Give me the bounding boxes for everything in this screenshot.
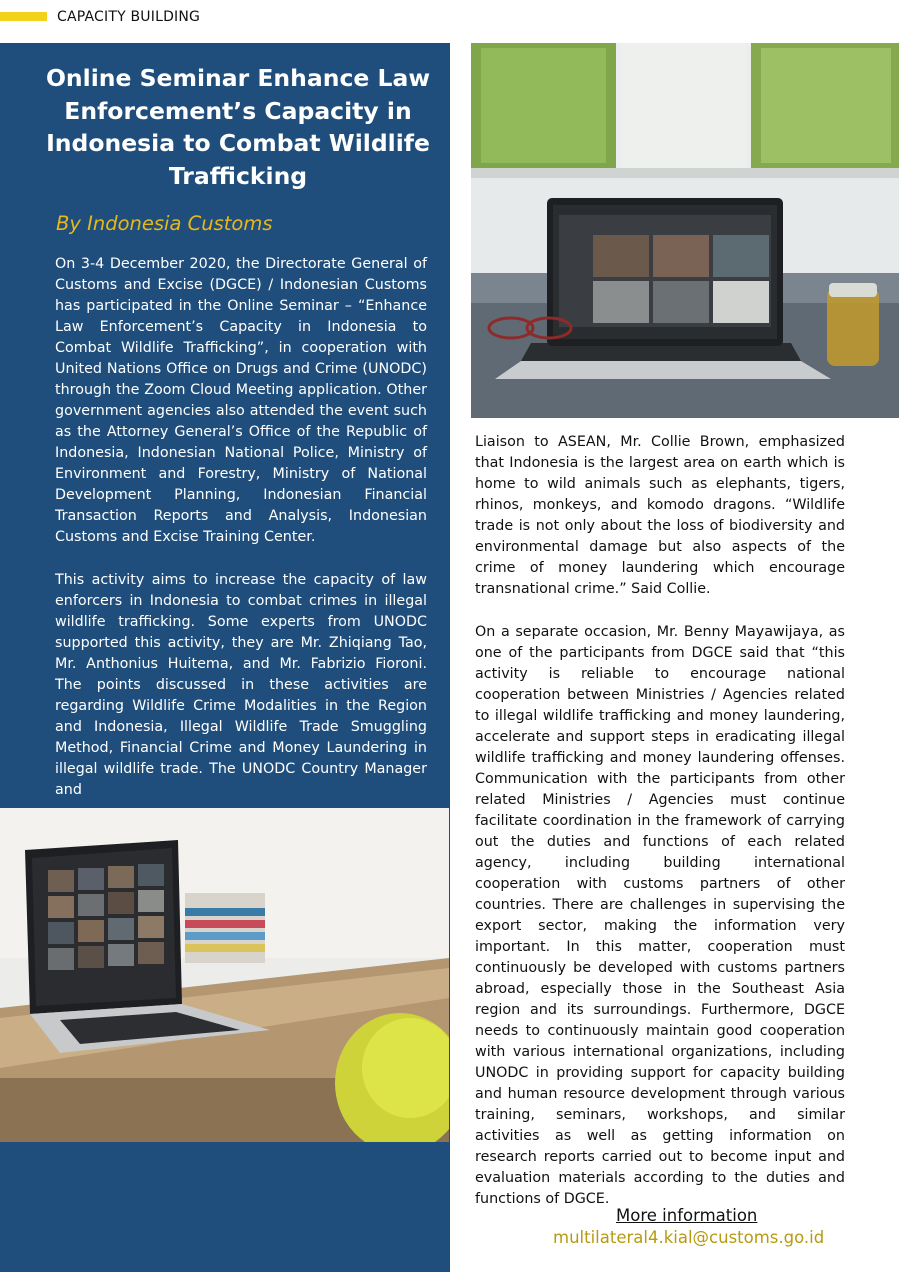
right-paragraph-2: On a separate occasion, Mr. Benny Mayawijaya, as one of the participants from DGCE said that “this activity is reliable to encourage national cooperation between Ministries / Agencies related to illegal wildlife trafficking and money laundering, accelerate and support steps in eradicating illegal wildlife trafficking and money laundering offenses. Communication with the participants from other related Ministries / Agencies must continue facilitate coordination in the framework of carrying out the duties and functions of each related agency, including building international cooperation with customs partners of other countries. There are challenges in supervising the export sector, making the information very important. In this matter, cooperation must continuously be developed with customs partners abroad, especially those in the Southeast Asia region and its surroundings. Furthermore, DGCE needs to continuously maintain good cooperation with various international organizations, including UNODC in providing support for capacity building and human resource development through various training, seminars, workshops, and similar activities as well as getting information on research reports carried out to become input and evaluation materials according to the duties and functions of DGCE. bbox=[475, 624, 845, 1207]
section-label: CAPACITY BUILDING bbox=[57, 9, 201, 25]
video-conference-laptop-photo bbox=[471, 43, 899, 418]
left-paragraph-2: This activity aims to increase the capacity of law enforcers in Indonesia to combat crimes in illegal wildlife trafficking. Some experts from UNODC supported this activity, they are Mr. Zhiqiang Tao, Mr. Anthonius Huitema, and Mr. Fabrizio Fioroni. The points discussed in these activities are regarding Wildlife Crime Modalities in the Region and Indonesia, Illegal Wildlife Trade Smuggling Method, Financial Crime and Money Laundering in illegal wildlife trade. The UNODC Country Manager and bbox=[55, 572, 427, 798]
section-marker-bar bbox=[0, 12, 47, 21]
right-paragraph-1: Liaison to ASEAN, Mr. Collie Brown, emphasized that Indonesia is the largest area on earth which is home to wild animals such as elephants, tigers, rhinos, monkeys, and komodo dragons. “Wildlife trade is not only about the loss of biodiversity and environmental damage but also aspects of the crime of money laundering which encourage transnational crime.” Said Collie. bbox=[475, 434, 845, 597]
laptop-desk-photo bbox=[0, 808, 449, 1142]
left-paragraph-1: On 3-4 December 2020, the Directorate General of Customs and Excise (DGCE) / Indonesian Customs has participated in the Online Seminar – “Enhance Law Enforcement’s Capacity in Indonesia to Combat Wildlife Trafficking”, in cooperation with United Nations Office on Drugs and Crime (UNODC) through the Zoom Cloud Meeting application. Other government agencies also attended the event such as the Attorney General’s Office of the Republic of Indonesia, Indonesian National Police, Ministry of Environment and Forestry, Ministry of National Development Planning, Indonesian Financial Transaction Reports and Analysis, Indonesian Customs and Excise Training Center. bbox=[55, 256, 427, 545]
article-byline: By Indonesia Customs bbox=[56, 212, 273, 235]
article-title: Online Seminar Enhance Law Enforcement’s Capacity in Indonesia to Combat Wildlife Trafficking bbox=[45, 64, 431, 190]
contact-email-link[interactable]: multilateral4.kial@customs.go.id bbox=[553, 1228, 825, 1247]
more-information-label: More information bbox=[616, 1206, 758, 1225]
